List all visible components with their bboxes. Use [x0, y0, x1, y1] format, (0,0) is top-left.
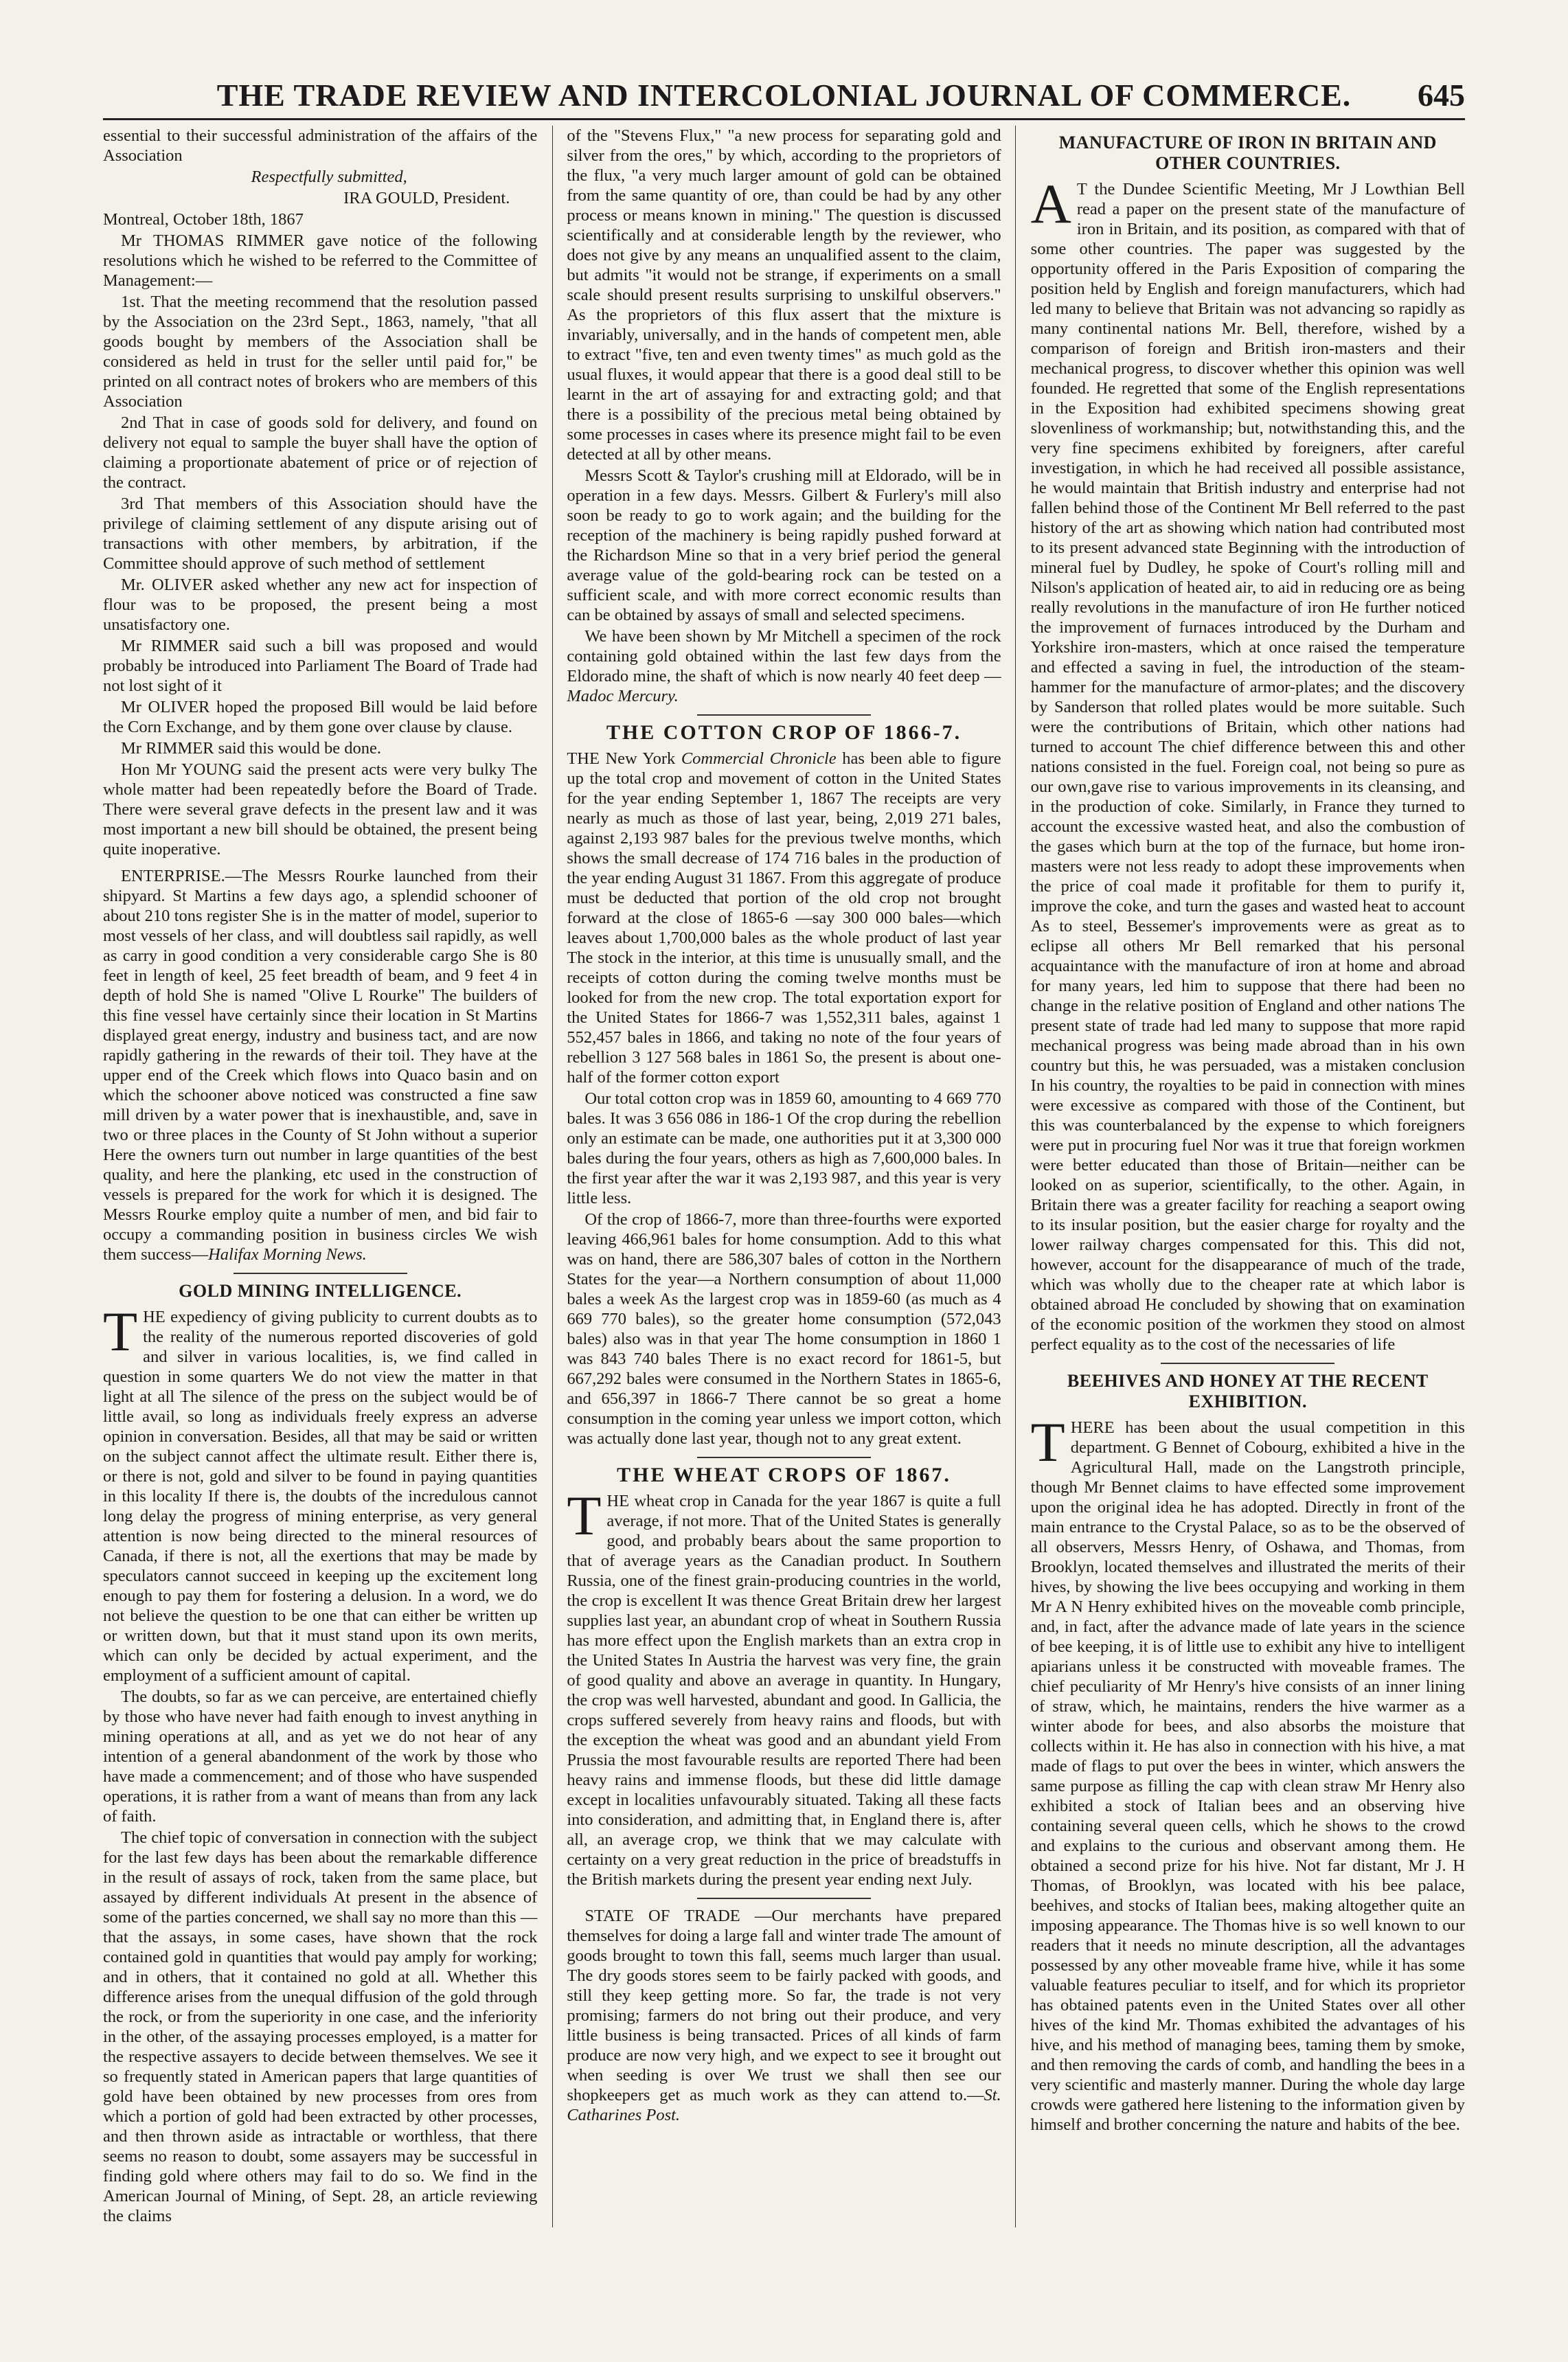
divider	[697, 1898, 871, 1899]
paragraph: Hon Mr YOUNG said the present acts were very bulky The whole matter had been repeatedly before the Board of Trade. There were several grave defects in the present law and it was most important a new bill should be obtained, the present being quite inoperative.	[103, 760, 538, 859]
lead-in: STATE OF TRADE	[584, 1907, 740, 1925]
paragraph: Our total cotton crop was in 1859 60, amounting to 4 669 770 bales. It was 3 656 086 in 186-1 Of the crop during the rebellion only an estimate can be made, one authorities put it at 3,300 000 bales during the four years, others as high as 7,600,000 bales. In the first year after the war it was 2,193 987, and this year is very little less.	[567, 1089, 1001, 1207]
paragraph: Mr RIMMER said this would be done.	[121, 739, 382, 758]
paragraph: 1st. That the meeting recommend that the resolution passed by the Association on the 23rd Sept., 1863, namely, "that all goods bought by members of the Association shall be considered as held in trust for the seller until paid for," be printed on all contract notes of brokers who are members of this Association	[103, 293, 538, 411]
source-credit: Madoc Mercury.	[567, 687, 679, 705]
paragraph: 3rd That members of this Association should have the privilege of claiming settlement of any dispute arising out of transactions with other members, by arbitration, if the Committee should approve of such method of settlement	[103, 495, 538, 573]
lead-in: ENTERPRISE.	[121, 867, 225, 885]
running-head	[103, 76, 1465, 120]
publication-name: Commercial Chronicle	[681, 749, 837, 768]
divider	[1161, 1363, 1334, 1364]
paragraph: Mr OLIVER hoped the proposed Bill would be laid before the Corn Exchange, and by them gone over clause by clause.	[103, 698, 538, 736]
paragraph: AT the Dundee Scientific Meeting, Mr J Lowthian Bell read a paper on the present state of the manufacture of iron in Britain, and its position, as compared with that of some other countries. The paper was suggested by the opportunity offered in the Paris Exposition of comparing the position held by English and foreign manufacturers, which had led many to believe that Britain was not advancing so rapidly as many continental nations Mr. Bell, therefore, wished by a comparison of foreign and British iron-masters and their mechanical progress, to discover whether this opinion was well founded. He regretted that some of the English representations in the Exposition had exhibited specimens showing great slovenliness of workmanship; but, notwithstanding this, and the very fine specimens exhibited by foreigners, after careful investigation, in which he had received all possible assistance, he would maintain that British industry and enterprise had not fallen behind those of the Continent Mr Bell referred to the past history of the art as showing which nation had contributed most to its present advanced state Beginning with the introduction of mineral fuel by Dudley, he spoke of Court's rolling mill and Nilson's application of heated air, to aid in reducing ore as being really revolutions in the manufacture of iron He further noticed the improvement of furnaces introduced by the Durham and Yorkshire iron-masters, which at once raised the temperature and effected a saving in fuel, the introduction of the steam-hammer for the manufacture of armor-plates; and the discovery by Sanderson that rolled plates would be more suitable. Such were the contributions of Britain, which other nations had turned to account The chief difference between this and other nations consisted in the fuel. Foreign coal, not being so pure as our own,gave rise to various improvements in its cleansing, and in the production of coke. Similarly, in France they turned to account the excessive wasted heat, and also the combustion of the gases which burn at the top of the furnace, but home iron-masters were not less ready to adopt these improvements when the price of coal made it profitable for them to purify it, improve the coke, and turn the gases and wasted heat to account As to steel, Bessemer's improvements were as great as to eclipse all others Mr Bell remarked that his personal acquaintance with the manufacture of iron at home and abroad for many years, led him to suppose that there had been no change in the relative position of England and other nations The present state of trade had led many to suppose that more rapid mechanical progress was being made abroad than in his own country but this, he was persuaded, was a mistaken conclusion In his country, the royalties to be paid in connection with mines were excessive as compared with those of the Continent, but this was counterbalanced by the expense to which foreigners were put in procuring fuel Nor was it true that foreign workmen were better educated than those of Britain—neither can be looked on as superior, scientifically, to the other. Again, in Britain there was a greater facility for reaching a seaport owing to its insular position, but the easier charge for royalty and the lower railway charges compensated for this. This did not, however, account for the disappearance of much of the trade, which was wholly due to the cheaper rate at which labor is obtained abroad He concluded by showing that on examination of the economic position of the workmen they stood on almost perfect equality as to the cost of the necessaries of life	[1030, 172, 1465, 1354]
paragraph: THE wheat crop in Canada for the year 1867 is quite a full average, if not more. That of the United States is generally good, and probably bears about the same proportion to that of average years as the Canadian product. In Southern Russia, one of the finest grain-producing countries in the world, the crop is excellent It was thence Great Britain drew her largest supplies last year, an abundant crop of wheat in Southern Russia has more effect upon the English markets than an extra crop in the United States In Austria the harvest was very fine, the grain of good quality and above an average in quantity. In Hungary, the crop was well harvested, abundant and good. In Gallicia, the crops suffered severely from heavy rains and floods, but with the exception the wheat was good and an abundant yield From Prussia the most favourable results are reported There had been heavy rains and immense floods, but these did little damage except in localities unfavourably situated. Taking all these facts into consideration, and admitting that, in England there is, after all, an average crop, we think that we may calculate with certainty on a very great reduction in the price of breadstuffs in the British markets during the present year ending next July.	[567, 1484, 1001, 1889]
section-title-beehives: BEEHIVES AND HONEY AT THE RECENT EXHIBITION.	[1067, 1371, 1429, 1411]
paragraph-body: —Our merchants have prepared themselves for doing a large fall and winter trade The amount of goods brought to town this fall, seems much larger than usual. The dry goods stores seem to be fairly packed with goods, and still they keep getting more. So far, the trade is not very promising; farmers do not bring out their produce, and very little business is being transacted. Prices of all kinds of farm produce are now very high, and we expect to see it brought out when seeding is over We trust we shall then see our shopkeepers get as much work as they can attend to.—	[567, 1907, 1001, 2104]
section-title-gold-mining: GOLD MINING INTELLIGENCE.	[179, 1281, 462, 1301]
paragraph: of the "Stevens Flux," "a new process for separating gold and silver from the ores," by which, according to the proprietors of the flux, "a very much larger amount of gold can be obtained from the same quantity of ore, than could be had by any other process or means known in mining." The question is discussed scientifically and at considerable length by the reviewer, who does not give by any means an unqualified assent to the claim, but admits "it would not be strange, if experiments on a small scale should present results surprising to unskilful observers." As the proprietors of this flux assert that the mixture is invariably, universally, and in the hands of competent men, able to extract "five, ten and even twenty times" as much gold as the usual fluxes, it would appear that there is a good deal still to be learnt in the art of assaying for and extracting gold; and that there is a possibility of the precious metal being obtained by some processes in cases where its presence might fail to be even detected at all by other means.	[567, 126, 1001, 464]
column-middle	[552, 126, 1015, 2227]
paragraph: THE expediency of giving publicity to current doubts as to the reality of the numerous reported discoveries of gold and silver in various localities, is, we find called in question in some quarters We do not view the matter in that light at all The silence of the press on the subject would be of little avail, so long as individuals freely express an adverse opinion in conversation. Besides, all that may be said or written on the subject cannot affect the ultimate result. Either there is, or there is not, gold and silver to be found in paying quantities in this locality If there is, the doubts of the incredulous cannot long delay the progress of mining enterprise, as very general attention is now being directed to the mineral resources of Canada, if there is not, all the exertions that may be made by speculators cannot succeed in keeping up the excitement long enough to pay them for fostering a delusion. In a word, we do not believe the question to be one that can either be written up or written down, but that it must stand upon its own merits, which can only be decided by actual experiment, and the employment of a sufficient amount of capital.	[103, 1300, 538, 1685]
paragraph: 2nd That in case of goods sold for delivery, and found on delivery not equal to sample the buyer shall have the option of claiming a proportionate abatement of price or of rejection of the contract.	[103, 413, 538, 492]
paragraph	[567, 1906, 1001, 2125]
paragraph	[567, 626, 1001, 706]
source-credit: St. Catharines Post.	[567, 2086, 1001, 2124]
divider	[697, 714, 871, 716]
columns	[103, 126, 1465, 2227]
paragraph: Mr RIMMER said such a bill was proposed and would probably be introduced into Parliament The Board of Trade had not lost sight of it	[103, 637, 538, 695]
page-number: 645	[1418, 78, 1465, 113]
paragraph-body: THE New York	[567, 749, 681, 768]
paragraph	[567, 749, 1001, 1087]
paragraph: THERE has been about the usual competition in this department. G Bennet of Cobourg, exhibited a hive in the Agricultural Hall, made on the Langstroth principle, though Mr Bennet claims to have effected some improvement upon the original idea he has adopted. Directly in front of the main entrance to the Crystal Palace, so as to be the observed of all observers, Messrs Henry, of Oshawa, and Thomas, from Brooklyn, located themselves and illustrated the merits of their hives, by showing the live bees occupying and working in them Mr A N Henry exhibited hives on the moveable comb principle, and, in fact, after the advance made of late years in the science of bee keeping, it is of little use to exhibit any hive to intelligent apiarians unless it be constructed with moveable frames. The chief peculiarity of Mr Henry's hive consists of an inner lining of straw, which, he maintains, renders the hive warmer as a winter abode for bees, and also absorbs the moisture that collects within it. He has also in connection with his hive, a mat made of flags to put over the bees in winter, which answers the same purpose as filling the cap with clean straw Mr Henry also exhibited a stock of Italian bees and an observing hive containing several queen cells, which he shows to the crowd and explains to the curious and observant among them. He obtained a second prize for his hive. Not far distant, Mr J. H Thomas, of Brooklyn, was located with his bee palace, beehives, and stocks of Italian bees, making altogether quite an imposing appearance. The Thomas hive is so well known to our readers that it needs no minute description, all the advantages possessed by any other moveable frame hive, while it has some valuable features peculiar to itself, and for which its proprietor has obtained patents even in the United States over all other hives of the kind Mr. Thomas exhibited the advantages of his hive, and his method of managing bees, taming them by smoke, and then removing the cards of comb, and handling the bees in a very scientific and masterly manner. During the whole day large crowds were gathered here listening to the information given by himself and brother concerning the nature and habits of the bee.	[1030, 1411, 1465, 2134]
paragraph: Of the crop of 1866-7, more than three-fourths were exported leaving 466,961 bales for home consumption. Add to this what was on hand, there are 586,307 bales of cotton in the Northern States for the year—a Northern consumption of about 11,000 bales a week As the largest crop was in 1859-60 (as much as 4 669 770 bales), so the greater home consumption (572,043 bales) also was in that year The home consumption in 1860 1 was 843 740 bales There is no exact record for 1861-5, but 667,292 bales were consumed in the Northern States in 1865-6, and 656,397 in 1866-7 There cannot be so great a home consumption in the coming year unless we import cotton, which was actually done last year, though not to any great extent.	[567, 1210, 1001, 1448]
paragraph-body: —The Messrs Rourke launched from their shipyard. St Martins a few days ago, a splendid schooner of about 210 tons register She is in the matter of model, superior to most vessels of her class, and will doubtless sail rapidly, as well as carry in good condition a very considerable cargo She is 80 feet in length of keel, 25 feet breadth of beam, and 9 feet 4 in depth of hold She is named "Olive L Rourke" The builders of this fine vessel have certainly since their location in St Martins displayed great energy, industry and business tact, and are now rapidly gathering in the rewards of their toil. They have at the upper end of the Creek which flows into Quaco basin and on which the schooner above noticed was constructed a fine saw mill driven by a water power that is inexhaustible, and, save in two or three places in the County of St John without a superior Here the owners turn out number in large quantities of the best quality, and here the planking, etc used in the construction of vessels is prepared for the work for which it is designed. The Messrs Rourke employ quite a number of men, and bid fair to occupy a commanding position in business circles We wish them success—	[103, 867, 538, 1264]
paragraph-body: has been able to figure up the total crop and movement of cotton in the United States for the year ending September 1, 1867 The receipts are very nearly as much as those of last year, being, 2,019 271 bales, against 2,193 987 bales for the previous twelve months, which shows the small decrease of 174 716 bales in the production of the year ending August 31 1867. From this aggregate of produce must be deducted that portion of the old crop not brought forward at the close of 1865-6 —say 300 000 bales—which leaves about 1,700,000 bales as the whole product of last year The stock in the interior, at this time is unusually small, and the receipts of cotton during the coming twelve months must be looked for from the new crop. The total exportation export for the United States for 1866-7 was 1,552,311 bales, against 1 552,457 bales in 1866, and taking no note of the four years of rebellion 3 127 568 bales in 1861 So, the present is about one-half of the former cotton export	[567, 749, 1001, 1087]
paragraph-body: We have been shown by Mr Mitchell a specimen of the rock containing gold obtained within the last few days from the Eldorado mine, the shaft of which is now nearly 40 feet deep —	[567, 627, 1001, 685]
signature: IRA GOULD, President.	[343, 189, 510, 207]
section-title-wheat-crops: THE WHEAT CROPS OF 1867.	[617, 1464, 951, 1486]
paragraph: The chief topic of conversation in connection with the subject for the last few days has been about the remarkable difference in the result of assays of rock, taken from the same place, but assayed by different individuals At present in the absence of some of the parties concerned, we shall say no more than this —that the assays, in some cases, have shown that the rock contained gold in quantities that would pay amply for working; and in others, that it contained no gold at all. Whether this difference arises from the unequal diffusion of the gold through the rock, or from the superiority in one case, and the inferiority in the other, of the assaying processes employed, is a matter for the respective assayers to decide between themselves. We see it so frequently stated in American papers that large quantities of gold have been obtained by new processes from ores from which a portion of gold had been extracted by other processes, and then thrown aside as intractable or worthless, that there seems no reason to doubt, some assayers may be successful in finding gold where others may fail to do so. We find in the American Journal of Mining, of Sept. 28, an article reviewing the claims	[103, 1828, 538, 2225]
signoff: Respectfully submitted,	[251, 168, 407, 186]
section-title-cotton-crop: THE COTTON CROP OF 1866-7.	[606, 721, 962, 744]
column-left	[103, 126, 537, 2227]
divider	[234, 1273, 407, 1274]
paragraph: The doubts, so far as we can perceive, are entertained chiefly by those who have never had faith enough to invest anything in mining operations at all, and as yet we do not hear of any intention of a general abandonment of the work by those who have made a commencement; and of those who have suspended operations, it is rather from a want of means than from any lack of faith.	[103, 1688, 538, 1826]
dateline: Montreal, October 18th, 1867	[103, 210, 304, 229]
column-right	[1031, 126, 1465, 2227]
divider	[697, 1457, 871, 1458]
paragraph: Mr THOMAS RIMMER gave notice of the following resolutions which he wished to be referred to the Committee of Management:—	[103, 231, 538, 290]
paragraph	[103, 866, 537, 1264]
section-title-iron-manufacture: MANUFACTURE OF IRON IN BRITAIN AND OTHER COUNTRIES.	[1058, 133, 1437, 173]
paragraph: Mr. OLIVER asked whether any new act for inspection of flour was to be proposed, the present being a most unsatisfactory one.	[103, 576, 538, 634]
paragraph: essential to their successful administration of the affairs of the Association	[103, 126, 538, 165]
journal-title: THE TRADE REVIEW AND INTERCOLONIAL JOURNAL OF COMMERCE.	[216, 78, 1352, 113]
paragraph: Messrs Scott & Taylor's crushing mill at Eldorado, will be in operation in a few days. Messrs. Gilbert & Furlery's mill also soon be ready to go to work again; and the building for the reception of the machinery is being rapidly pushed forward at the Richardson Mine so that in a very brief period the general average value of the gold-bearing rock can be tested on a sufficient scale, and with more correct economic results than can be obtained by assays of small and selected specimens.	[567, 466, 1001, 624]
source-credit: Halifax Morning News.	[208, 1245, 367, 1264]
